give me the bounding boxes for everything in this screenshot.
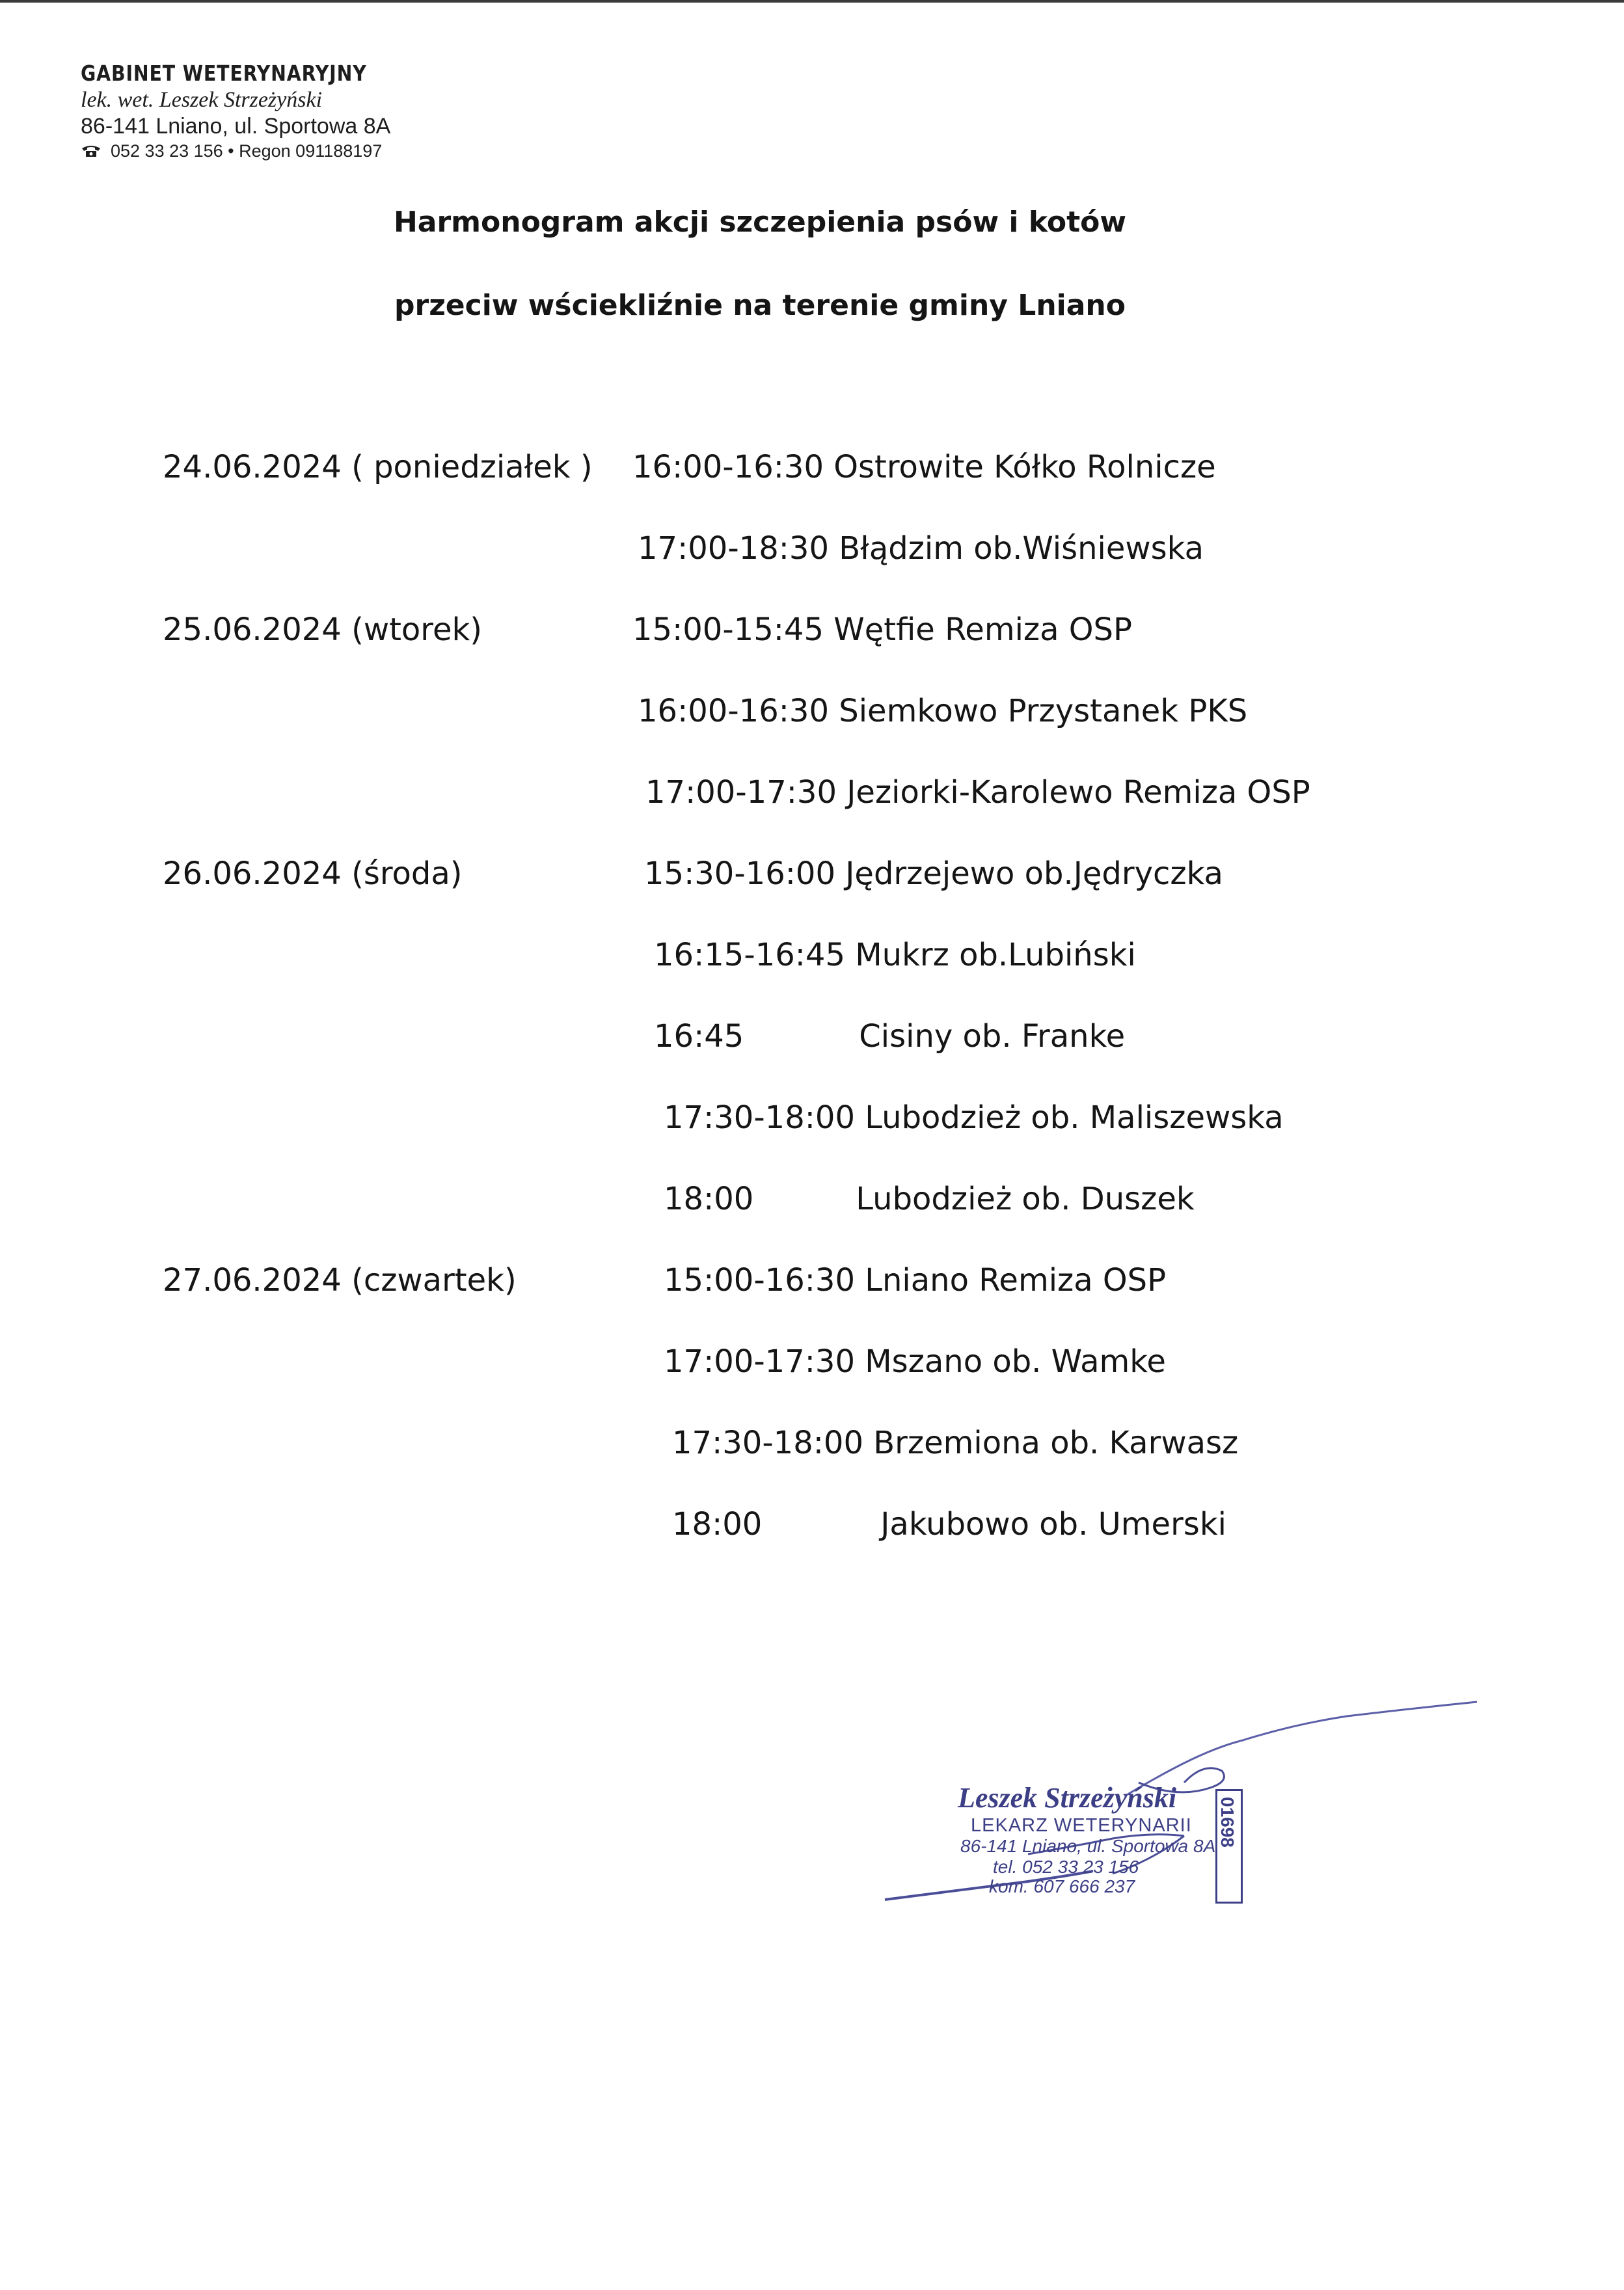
- stamp-name: Leszek Strzeżyński: [958, 1782, 1177, 1814]
- entry-place: Cisiny ob. Franke: [859, 1018, 1126, 1055]
- signature-stamp: [878, 1685, 1529, 1932]
- entry-place: Jakubowo ob. Umerski: [880, 1506, 1226, 1542]
- schedule-entry: [664, 1181, 1195, 1217]
- entry-place: Mukrz ob.Lubiński: [855, 937, 1136, 973]
- schedule-date: 27.06.2024 (czwartek): [163, 1262, 517, 1299]
- stamp-mobile: kom. 607 666 237: [989, 1876, 1135, 1896]
- entry-time: 17:00-18:30: [638, 530, 829, 567]
- entry-place: Ostrowite Kółko Rolnicze: [833, 449, 1216, 485]
- schedule-entry: [645, 774, 1310, 811]
- schedule-entry: [664, 1099, 1284, 1136]
- schedule-entry: [632, 449, 1216, 485]
- schedule-entry: [654, 1018, 1125, 1055]
- schedule-entry: [632, 612, 1132, 648]
- entry-place: Błądzim ob.Wiśniewska: [839, 530, 1204, 567]
- entry-place: Lniano Remiza OSP: [865, 1262, 1167, 1299]
- entry-time: 17:00-17:30: [645, 774, 837, 811]
- schedule-entry: [654, 937, 1136, 973]
- schedule-entry: [664, 1343, 1166, 1380]
- stamp-address: 86-141 Lniano, ul. Sportowa 8A: [960, 1836, 1216, 1856]
- entry-place: Jędrzejewo ob.Jędryczka: [845, 855, 1223, 892]
- schedule-date: 26.06.2024 (środa): [163, 855, 463, 892]
- entry-time: 18:00: [664, 1181, 754, 1217]
- schedule-entry: [638, 693, 1247, 729]
- clinic-name: GABINET WETERYNARYJNY: [81, 61, 367, 86]
- clinic-address: 86-141 Lniano, ul. Sportowa 8A: [81, 114, 391, 139]
- top-border-line: [0, 0, 1624, 3]
- phone-regon-text: 052 33 23 156 • Regon 091188197: [111, 141, 383, 161]
- entry-place: Brzemiona ob. Karwasz: [873, 1425, 1239, 1461]
- schedule-entry: [672, 1506, 1226, 1542]
- phone-icon: [81, 144, 102, 157]
- stamp-number: 01698: [1217, 1797, 1238, 1848]
- entry-time: 15:30-16:00: [644, 855, 835, 892]
- schedule-date: 24.06.2024 ( poniedziałek ): [163, 449, 593, 485]
- entry-time: 18:00: [672, 1506, 763, 1542]
- schedule-entry: [644, 855, 1223, 892]
- entry-place: Lubodzież ob. Duszek: [856, 1181, 1195, 1217]
- entry-time: 15:00-15:45: [632, 612, 824, 648]
- document-title-line-1: Harmonogram akcji szczepienia psów i kotów: [393, 206, 1127, 239]
- schedule-entry: [672, 1425, 1238, 1461]
- entry-place: Jeziorki-Karolewo Remiza OSP: [846, 774, 1310, 811]
- entry-time: 16:00-16:30: [638, 693, 829, 729]
- doctor-name: lek. wet. Leszek Strzeżyński: [81, 88, 323, 112]
- entry-place: Wętfie Remiza OSP: [833, 612, 1132, 648]
- entry-time: 17:30-18:00: [672, 1425, 863, 1461]
- stamp-title: LEKARZ WETERYNARII: [971, 1815, 1192, 1836]
- entry-time: 16:15-16:45: [654, 937, 845, 973]
- entry-place: Lubodzież ob. Maliszewska: [865, 1099, 1284, 1136]
- entry-time: 17:00-17:30: [664, 1343, 855, 1380]
- entry-time: 16:00-16:30: [632, 449, 824, 485]
- stamp-phone: tel. 052 33 23 156: [993, 1857, 1139, 1877]
- entry-time: 15:00-16:30: [664, 1262, 855, 1299]
- schedule-entry: [638, 530, 1204, 567]
- entry-place: Siemkowo Przystanek PKS: [839, 693, 1248, 729]
- entry-time: 16:45: [654, 1018, 744, 1055]
- clinic-phone-line: [81, 139, 413, 163]
- schedule-entry: [664, 1262, 1166, 1299]
- entry-place: Mszano ob. Wamke: [865, 1343, 1166, 1380]
- entry-time: 17:30-18:00: [664, 1099, 855, 1136]
- schedule-date: 25.06.2024 (wtorek): [163, 612, 482, 648]
- document-title-line-2: przeciw wściekliźnie na terenie gminy Lniano: [394, 289, 1126, 322]
- letterhead: [81, 60, 413, 163]
